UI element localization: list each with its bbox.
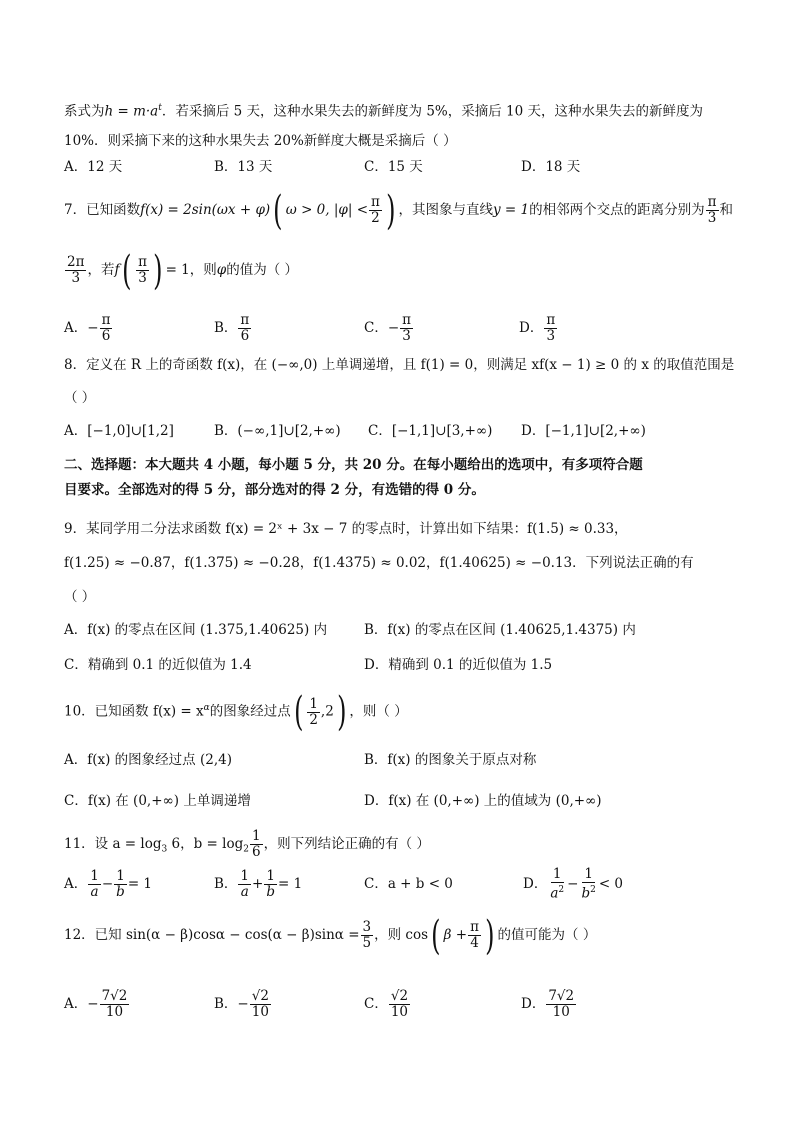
q11-a-n1: 1 bbox=[90, 868, 99, 884]
q6-formula: h = m·a bbox=[104, 103, 159, 120]
q7-close-paren-2: ) bbox=[153, 247, 163, 294]
q12-five: 5 bbox=[362, 935, 372, 951]
q10-point-tail: ,2 bbox=[320, 703, 334, 720]
q11-b-d2: b bbox=[266, 884, 275, 900]
q7-three-c: 3 bbox=[138, 270, 147, 286]
q11-a-minus: − bbox=[101, 876, 114, 892]
q11-a-n2: 1 bbox=[116, 868, 125, 884]
q7-and: 和 bbox=[719, 202, 733, 218]
q8-option-d: D．[−1,1]∪[2,+∞) bbox=[521, 423, 646, 439]
q7-option-d-label: D． bbox=[519, 320, 544, 336]
q7-then: ，则 bbox=[189, 262, 217, 278]
q10-tail: ，则（ ） bbox=[349, 703, 408, 720]
q7-three-b: 3 bbox=[71, 270, 81, 286]
q12-option-b bbox=[214, 984, 272, 1024]
q11-option-b-label: B． bbox=[214, 876, 238, 892]
q11-d-n2: 1 bbox=[584, 866, 593, 883]
q10-option-c: C．f(x) 在 (0,+∞) 上单调递增 bbox=[64, 793, 251, 809]
q11-d-lt: < 0 bbox=[598, 876, 624, 892]
q10-open-paren: ( bbox=[293, 689, 304, 735]
q12-option-a bbox=[64, 984, 130, 1024]
q11-a-d2: b bbox=[116, 884, 125, 900]
q7-option-c-num: π bbox=[402, 312, 412, 328]
q10-one: 1 bbox=[309, 695, 318, 712]
q11-b-frac1 bbox=[238, 869, 251, 900]
q7-option-a-num: π bbox=[101, 312, 111, 328]
q12-option-c-label: C． bbox=[364, 996, 388, 1012]
q12-option-d-sqrt: √2 bbox=[556, 988, 575, 1004]
q7-option-d-den: 3 bbox=[546, 328, 556, 344]
q11-option-a bbox=[64, 866, 152, 902]
q7-option-c-label: C．− bbox=[364, 320, 400, 336]
q11-tail: ，则下列结论正确的有（ ） bbox=[263, 836, 430, 852]
q9-option-c: C．精确到 0.1 的近似值为 1.4 bbox=[64, 657, 252, 673]
q9-option-d: D．精确到 0.1 的近似值为 1.5 bbox=[364, 657, 553, 673]
q7-option-a-label: A．− bbox=[64, 320, 99, 336]
q7-pi-over-3 bbox=[706, 195, 719, 226]
q11-b-n1: 1 bbox=[240, 868, 250, 884]
q11-a-frac1 bbox=[88, 869, 101, 900]
q11-one: 1 bbox=[251, 828, 261, 844]
q6-option-a: A．12 天 bbox=[64, 159, 123, 175]
q11-b-eq: = 1 bbox=[277, 876, 303, 892]
q11-d-frac2 bbox=[579, 867, 597, 902]
q11-d-a: a bbox=[550, 885, 559, 902]
q12-option-b-sqrt: √2 bbox=[251, 988, 269, 1004]
q11-d-n1: 1 bbox=[552, 866, 562, 883]
q7-three: 3 bbox=[707, 210, 717, 226]
q7-2pi-over-3 bbox=[65, 255, 86, 286]
q11-option-c: C．a + b < 0 bbox=[364, 876, 453, 892]
q7-pi-over-2 bbox=[369, 195, 382, 226]
q8-line2: （ ） bbox=[64, 390, 96, 406]
q11-base3: 3 bbox=[161, 844, 168, 855]
q12-option-b-label: B．− bbox=[214, 996, 249, 1012]
q6-line2: 10%．则采摘下来的这种水果失去 20%新鲜度大概是采摘后（ ） bbox=[64, 133, 457, 149]
q7-number: 7．已知函数 bbox=[64, 202, 141, 218]
q7-open-paren-2: ( bbox=[122, 247, 132, 294]
q12-three: 3 bbox=[362, 919, 372, 935]
q7-option-b-frac bbox=[238, 313, 251, 344]
q11-a-d1: a bbox=[90, 884, 99, 900]
q11-base2: 2 bbox=[243, 844, 249, 855]
q7-line-eq: y = 1 bbox=[493, 202, 530, 218]
q7-f-arg bbox=[136, 255, 149, 286]
q12-open-paren: ( bbox=[431, 912, 441, 959]
q7-option-a-den: 6 bbox=[101, 328, 111, 344]
q12-option-a-den: 10 bbox=[105, 1004, 124, 1020]
q11-b-frac2 bbox=[264, 869, 277, 900]
q7-close-paren: ) bbox=[386, 187, 396, 234]
q6-option-d: D．18 天 bbox=[521, 159, 581, 175]
q11-option-d-label: D． bbox=[523, 876, 548, 892]
q11-option-a-label: A． bbox=[64, 876, 88, 892]
q11-b-n2: 1 bbox=[266, 868, 275, 884]
q12-option-a-label: A．− bbox=[64, 996, 99, 1012]
q7-phi: φ bbox=[216, 262, 227, 278]
q12-pi: π bbox=[470, 919, 479, 935]
q7-pi-b: π bbox=[707, 194, 717, 210]
q12-option-a-coef: 7 bbox=[101, 988, 111, 1004]
q11-option-d bbox=[523, 866, 623, 902]
q12-beta: β + bbox=[443, 927, 468, 943]
q12-close-paren: ) bbox=[485, 912, 495, 959]
q11-a-def: 11．设 a = log bbox=[64, 836, 162, 852]
q8-option-b: B．(−∞,1]∪[2,+∞) bbox=[214, 423, 341, 439]
q12-option-d-label: D． bbox=[521, 996, 546, 1012]
q10-two: 2 bbox=[309, 711, 318, 728]
q7-option-b-label: B． bbox=[214, 320, 238, 336]
q11-a-frac2 bbox=[114, 869, 127, 900]
q12-four: 4 bbox=[470, 935, 479, 951]
q7-mid2: 的相邻两个交点的距离分别为 bbox=[529, 202, 705, 218]
q7-option-c-den: 3 bbox=[402, 328, 411, 344]
q9-option-a: A．f(x) 的零点在区间 (1.375,1.40625) 内 bbox=[64, 622, 328, 638]
q12-option-c-frac bbox=[389, 989, 410, 1020]
q11-d-sq2: 2 bbox=[590, 885, 596, 896]
q9-line3: （ ） bbox=[64, 589, 96, 605]
q12-tail: 的值可能为（ ） bbox=[497, 927, 597, 943]
q12-option-c bbox=[364, 984, 411, 1024]
q12-option-d-den: 10 bbox=[552, 1004, 570, 1020]
q7-option-d bbox=[519, 308, 558, 348]
q11-d-b: b bbox=[581, 885, 591, 902]
q12-line bbox=[64, 912, 597, 959]
q8-line1: 8．定义在 R 上的奇函数 f(x)，在 (−∞,0) 上单调递增，且 f(1) = 0，则满足 xf(x − 1) ≥ 0 的 x 的取值范围是 bbox=[64, 357, 735, 373]
section2-line1: 二、选择题：本大题共 4 小题，每小题 5 分，共 20 分。在每小题给出的选项中，有多项符合题 bbox=[64, 457, 643, 473]
q10-mid: 的图象经过点 bbox=[209, 703, 291, 720]
q6-option-b: B．13 天 bbox=[214, 159, 273, 175]
q11-d-minus: − bbox=[567, 876, 579, 892]
q7-two: 2 bbox=[371, 210, 380, 226]
q7-line2 bbox=[64, 247, 299, 294]
q12-option-d-coef: 7 bbox=[548, 988, 557, 1004]
q11-option-b bbox=[214, 866, 302, 902]
section2-line2: 目要求。全部选对的得 5 分，部分选对的得 2 分，有选错的得 0 分。 bbox=[64, 482, 485, 498]
q8-option-c: C．[−1,1]∪[3,+∞) bbox=[368, 423, 493, 439]
q12-three-fifths bbox=[361, 920, 374, 951]
q11-b-def: 6，b = log bbox=[167, 836, 244, 852]
q12-option-d bbox=[521, 984, 577, 1024]
q10-close-paren: ) bbox=[336, 689, 347, 735]
q11-d-frac1 bbox=[548, 867, 566, 902]
q12-pi-over-4 bbox=[468, 920, 481, 951]
q6-formula-exponent: t bbox=[158, 103, 162, 113]
q7-option-c bbox=[364, 308, 414, 348]
q6-option-c: C．15 天 bbox=[364, 159, 423, 175]
q7-twopi: 2π bbox=[67, 254, 85, 270]
q7-pi-c: π bbox=[138, 254, 147, 270]
q7-tail: 的值为（ ） bbox=[226, 262, 299, 278]
q7-option-d-num: π bbox=[546, 312, 556, 328]
q6-text: ．若采摘后 5 天，这种水果失去的新鲜度为 5%，采摘后 10 天，这种水果失去的新鲜度为 bbox=[161, 103, 703, 120]
q7-condition: ω > 0, |φ| < bbox=[285, 202, 369, 218]
q12-option-c-den: 10 bbox=[390, 1004, 409, 1020]
q9-option-b: B．f(x) 的零点在区间 (1.40625,1.4375) 内 bbox=[364, 622, 636, 638]
q10-option-d: D．f(x) 在 (0,+∞) 上的值域为 (0,+∞) bbox=[364, 793, 602, 809]
q11-six: 6 bbox=[251, 844, 261, 860]
q11-a-eq: = 1 bbox=[127, 876, 153, 892]
q8-option-a: A．[−1,0]∪[1,2] bbox=[64, 423, 174, 439]
q10-line bbox=[64, 688, 408, 735]
q7-line1 bbox=[64, 187, 733, 234]
q11-b-plus: + bbox=[252, 876, 264, 892]
q10-function: 10．已知函数 f(x) = x bbox=[64, 703, 204, 720]
q12-option-a-sqrt: √2 bbox=[110, 988, 128, 1004]
q7-option-b-num: π bbox=[240, 312, 250, 328]
q11-one-sixth bbox=[250, 829, 263, 860]
q7-pi: π bbox=[371, 194, 380, 210]
q11-line bbox=[64, 826, 430, 868]
q10-option-b: B．f(x) 的图象关于原点对称 bbox=[364, 752, 537, 768]
q7-option-c-frac bbox=[400, 313, 413, 344]
q11-d-sq1: 2 bbox=[558, 885, 565, 896]
q12-option-c-sqrt: √2 bbox=[390, 988, 409, 1004]
q12-cos: ，则 cos bbox=[374, 927, 429, 943]
q12-option-b-frac bbox=[250, 989, 271, 1020]
q6-line1 bbox=[64, 98, 703, 122]
q7-mid: ，其图象与直线 bbox=[398, 202, 493, 218]
q7-if: ，若 bbox=[87, 262, 115, 278]
q12-given: 12．已知 sin(α − β)cosα − cos(α − β)sinα = bbox=[64, 927, 360, 943]
q6-prefix: 系式为 bbox=[64, 103, 105, 120]
q7-option-a-frac bbox=[100, 313, 113, 344]
q11-b-d1: a bbox=[240, 884, 249, 900]
q9-line2: f(1.25) ≈ −0.87，f(1.375) ≈ −0.28，f(1.4375) ≈ 0.02，f(1.40625) ≈ −0.13．下列说法正确的有 bbox=[64, 555, 694, 571]
q7-option-b bbox=[214, 308, 252, 348]
q10-exponent: α bbox=[203, 703, 210, 713]
q7-eq1: = 1 bbox=[165, 262, 190, 278]
q7-open-paren: ( bbox=[273, 187, 283, 234]
q12-option-b-den: 10 bbox=[251, 1004, 269, 1020]
q7-f: f bbox=[114, 262, 120, 278]
q7-option-d-frac bbox=[544, 313, 557, 344]
q7-option-b-den: 6 bbox=[240, 328, 250, 344]
q10-half bbox=[307, 697, 320, 728]
q12-option-d-frac bbox=[546, 989, 576, 1020]
q12-option-a-frac bbox=[100, 989, 130, 1020]
q9-line1: 9．某同学用二分法求函数 f(x) = 2ˣ + 3x − 7 的零点时，计算出如下结果：f(1.5) ≈ 0.33， bbox=[64, 521, 628, 537]
q10-option-a: A．f(x) 的图象经过点 (2,4) bbox=[64, 752, 232, 768]
q7-option-a bbox=[64, 308, 113, 348]
q7-function: f(x) = 2sin(ωx + φ) bbox=[140, 202, 271, 218]
